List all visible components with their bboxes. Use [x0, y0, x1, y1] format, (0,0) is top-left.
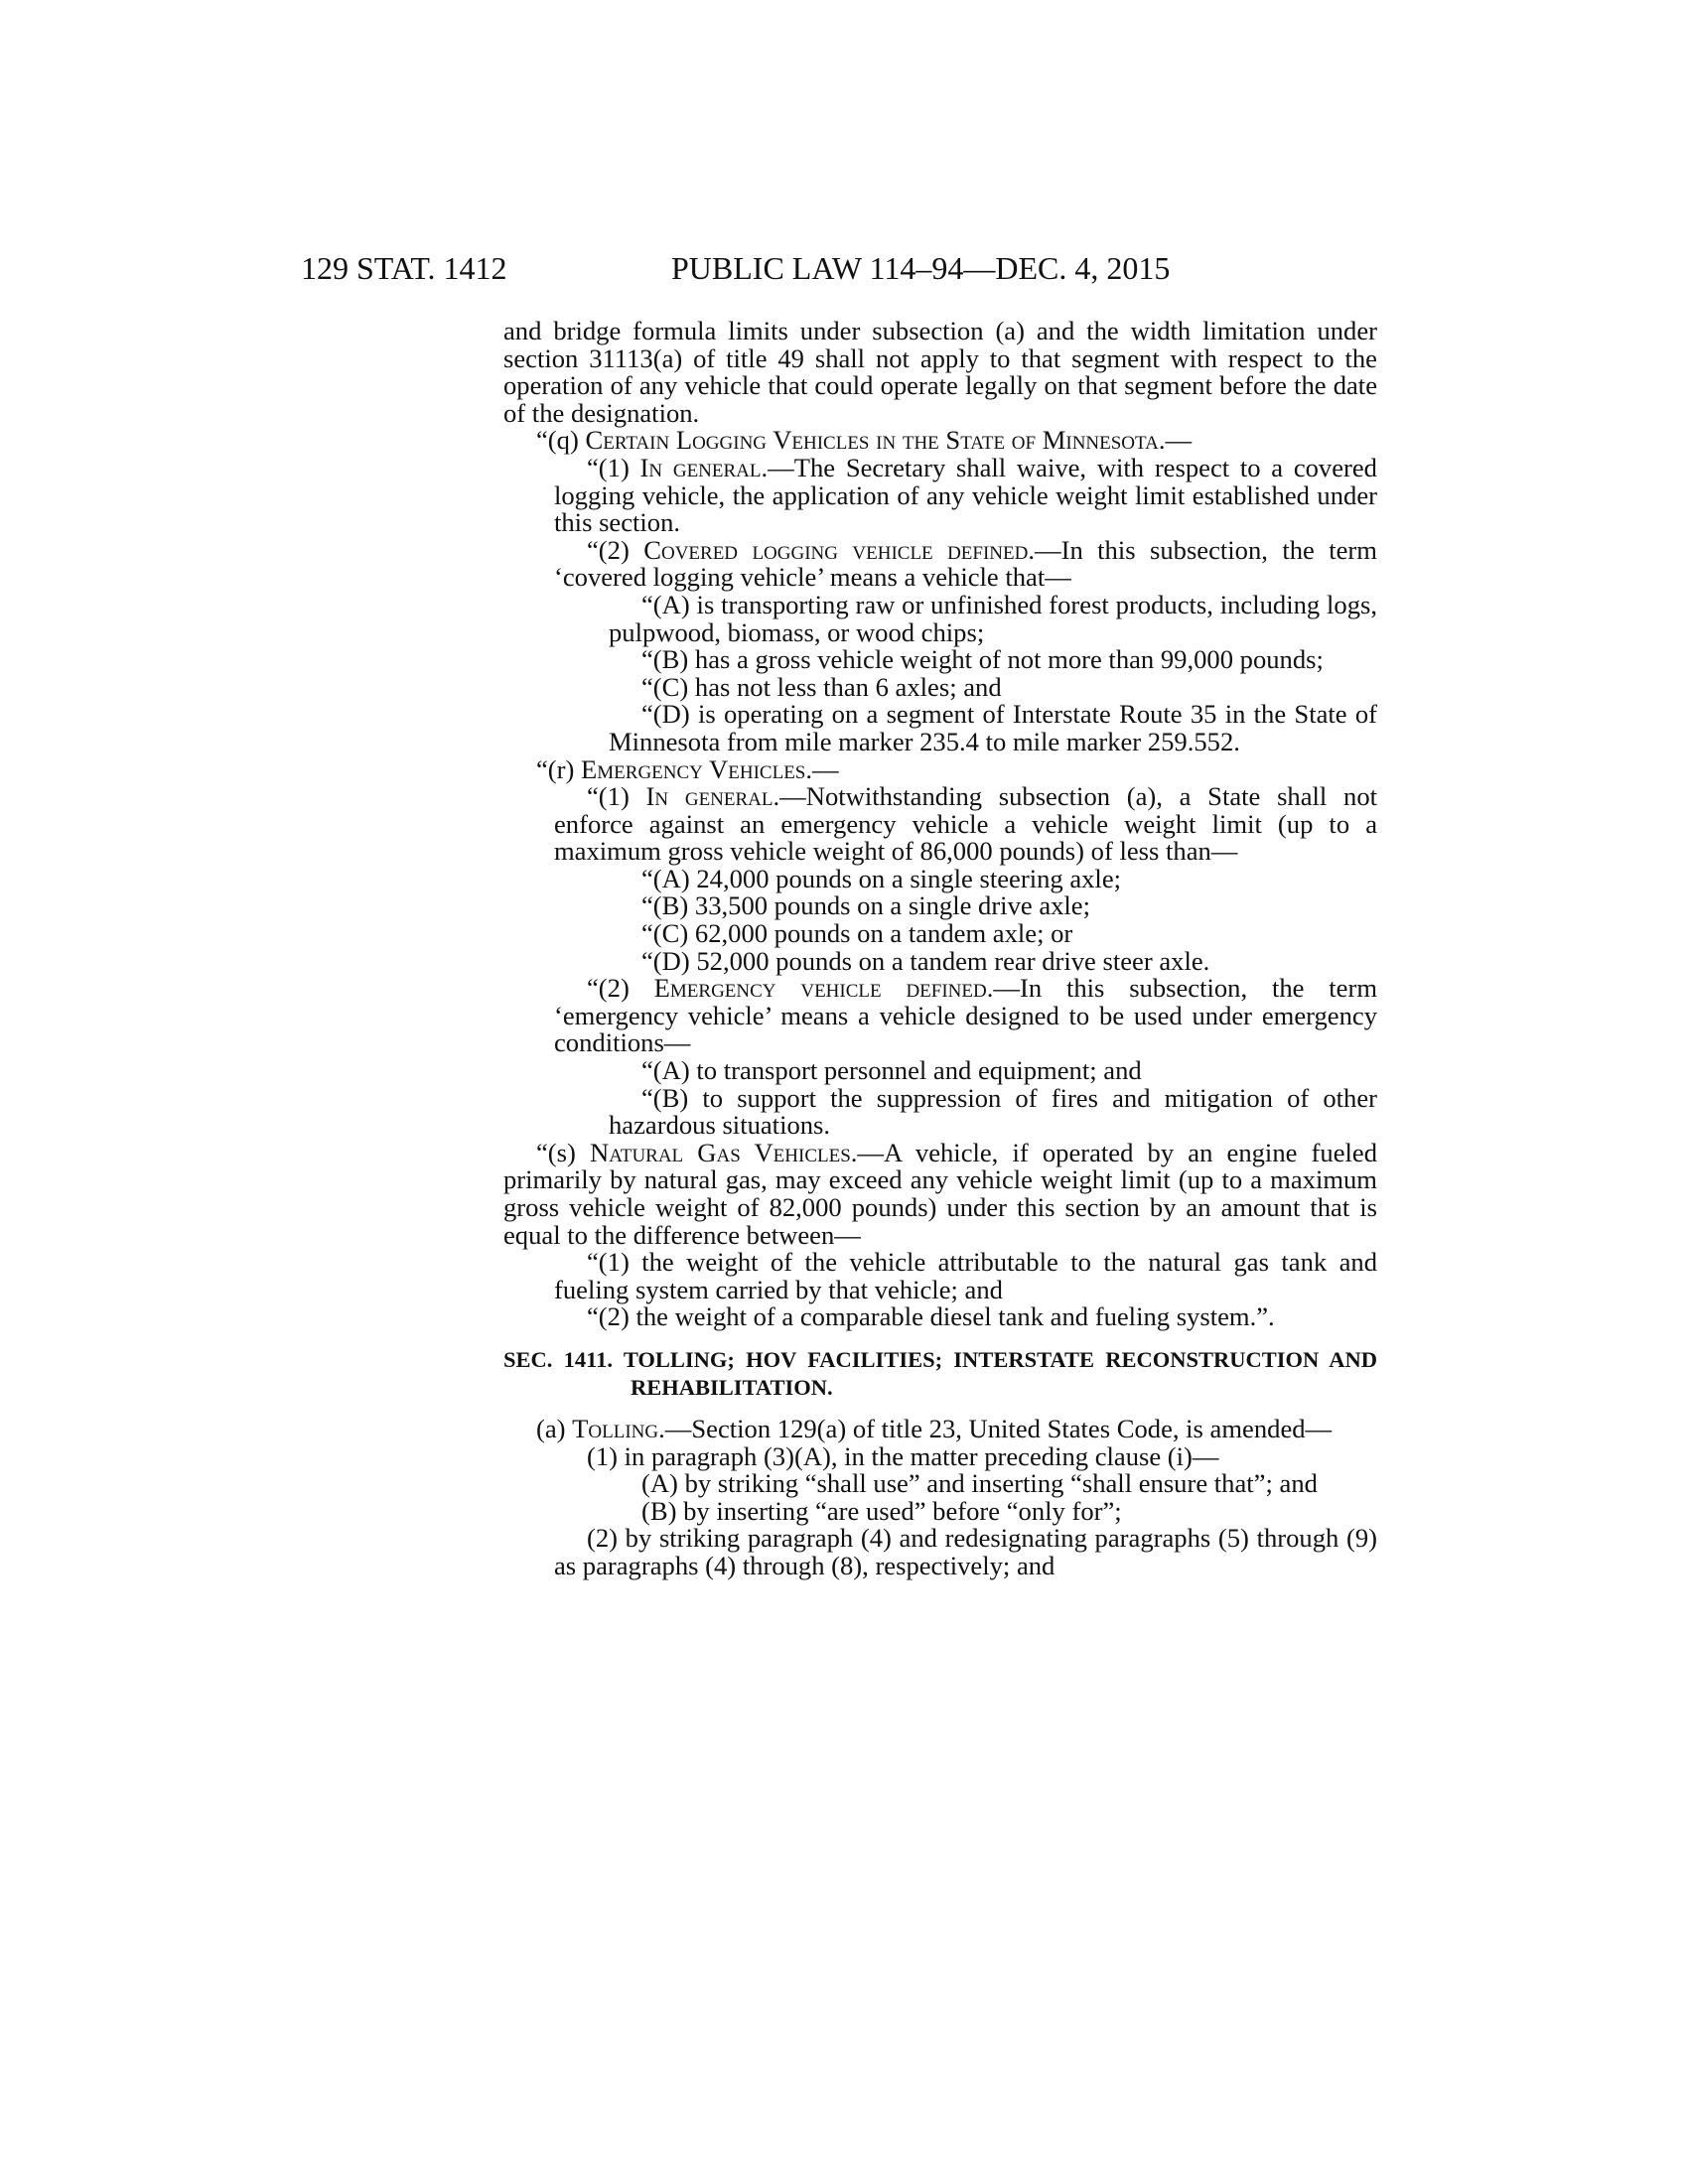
- clause-a1A: (A) by striking “shall use” and inserting “shall ensure that”; and: [641, 1468, 1318, 1499]
- clause-q2B: “(B) has a gross vehicle weight of not more than 99,000 pounds;: [641, 644, 1324, 675]
- clause-q2C: “(C) has not less than 6 axles; and: [641, 671, 1002, 702]
- paragraph-a1: (1) in paragraph (3)(A), in the matter preceding clause (i)—: [587, 1440, 1219, 1471]
- paragraph-s2: “(2) the weight of a comparable diesel tank and fueling system.”.: [587, 1301, 1275, 1332]
- subsection-a: (a) Tolling.—Section 129(a) of title 23, United States Code, is amended—: [536, 1413, 1333, 1443]
- paragraph-r1: “(1) In general.—Notwithstanding subsection (a), a State shall not enforce against an emergency vehicle a vehicle weight limit (up to a maximum gross vehicle weight of 86,000 pounds) of less than—: [554, 781, 1378, 867]
- clause-r1D: “(D) 52,000 pounds on a tandem rear drive steer axle.: [641, 945, 1210, 976]
- clause-r2A: “(A) to transport personnel and equipment; and: [641, 1055, 1142, 1086]
- paragraph-q1: “(1) In general.—The Secretary shall waive, with respect to a covered logging vehicle, the application of any vehicle weight limit established under this section.: [554, 452, 1377, 538]
- clause-q2A: “(A) is transporting raw or unfinished forest products, including logs, pulpwood, biomass, or wood chips;: [609, 589, 1377, 647]
- clause-a1B: (B) by inserting “are used” before “only for”;: [641, 1495, 1122, 1526]
- running-header-title: PUBLIC LAW 114–94—DEC. 4, 2015: [671, 250, 1171, 286]
- paragraph-s1: “(1) the weight of the vehicle attributable to the natural gas tank and fueling system carried by that vehicle; and: [554, 1247, 1377, 1304]
- subsection-r-heading: “(r) Emergency Vehicles.—: [536, 753, 839, 784]
- paragraph-continuation: and bridge formula limits under subsection (a) and the width limitation under section 31113(a) of title 49 shall not apply to that segment with respect to the operation of any vehicle that could operate legally on that segment before the date of the designation.: [503, 316, 1377, 428]
- clause-q2D: “(D) is operating on a segment of Interstate Route 35 in the State of Minnesota from mile marker 235.4 to mile marker 259.552.: [609, 699, 1377, 756]
- document-body: [503, 318, 1377, 1580]
- paragraph-r2: “(2) Emergency vehicle defined.—In this subsection, the term ‘emergency vehicle’ means a vehicle designed to be used under emergency conditions—: [554, 973, 1378, 1058]
- page-stat-reference: 129 STAT. 1412: [301, 250, 507, 286]
- paragraph-a2: (2) by striking paragraph (4) and redesignating paragraphs (5) through (9) as paragraphs (4) through (8), respectively; and: [554, 1523, 1377, 1580]
- clause-r1A: “(A) 24,000 pounds on a single steering axle;: [641, 863, 1122, 893]
- clause-r2B: “(B) to support the suppression of fires and mitigation of other hazardous situations.: [609, 1082, 1377, 1141]
- subsection-q-heading: “(q) Certain Logging Vehicles in the State of Minnesota.—: [536, 425, 1193, 456]
- clause-r1B: “(B) 33,500 pounds on a single drive axle;: [641, 890, 1091, 921]
- subsection-s: “(s) Natural Gas Vehicles.—A vehicle, if operated by an engine fueled primarily by natural gas, may exceed any vehicle weight limit (up to a maximum gross vehicle weight of 82,000 pounds) under this section by an amount that is equal to the difference between—: [503, 1137, 1378, 1250]
- section-heading: SEC. 1411. TOLLING; HOV FACILITIES; INTERSTATE RECONSTRUCTION AND REHABILITATION.: [503, 1346, 1377, 1400]
- paragraph-q2: “(2) Covered logging vehicle defined.—In this subsection, the term ‘covered logging vehicle’ means a vehicle that—: [554, 534, 1377, 593]
- clause-r1C: “(C) 62,000 pounds on a tandem axle; or: [641, 918, 1073, 949]
